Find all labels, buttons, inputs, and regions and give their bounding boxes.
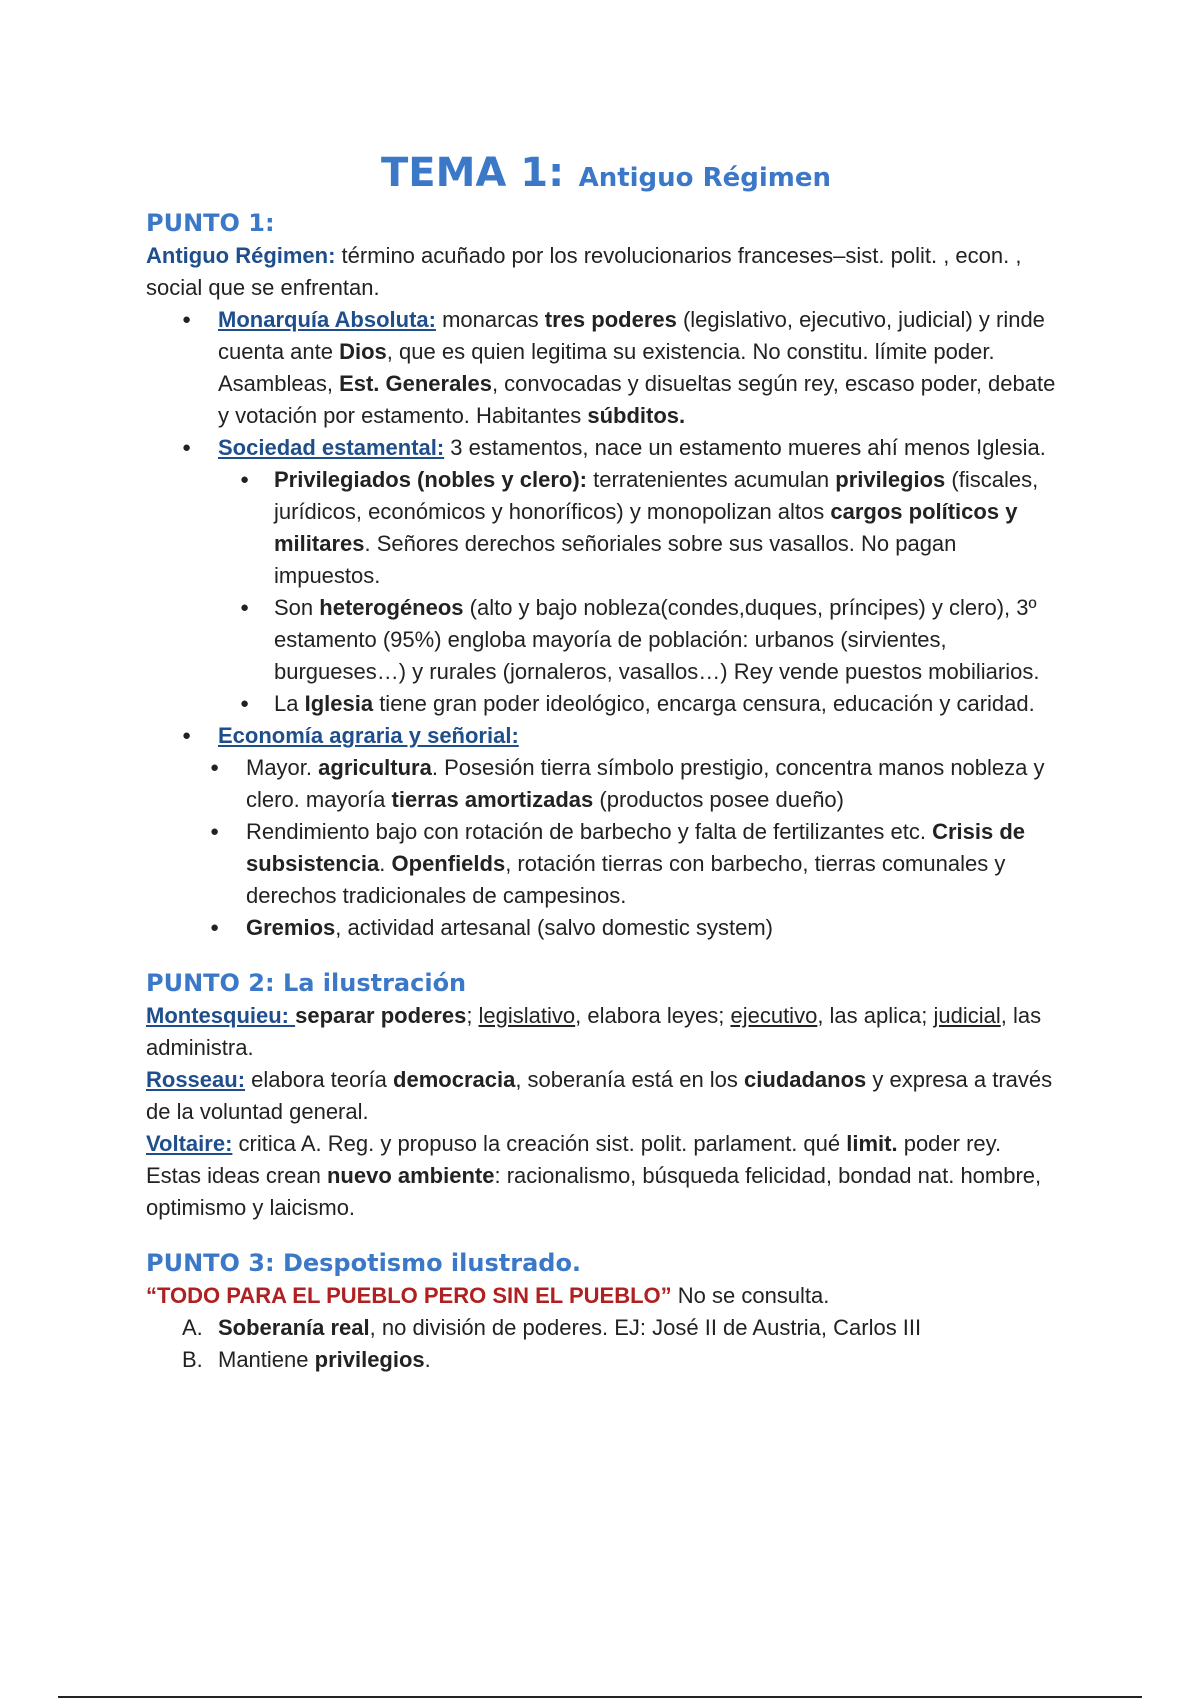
bold-text: ciudadanos bbox=[744, 1067, 867, 1092]
bold-text: Iglesia bbox=[304, 691, 374, 716]
bold-text: privilegios bbox=[314, 1347, 425, 1372]
punto1-heading: PUNTO 1: bbox=[146, 209, 275, 237]
quote-paragraph bbox=[146, 1280, 1066, 1312]
text: , no división de poderes. EJ: José II de Austria, Carlos III bbox=[369, 1315, 922, 1340]
bold-text: Gremios bbox=[246, 915, 336, 940]
text: Son bbox=[274, 595, 320, 620]
bold-text: tres poderes bbox=[544, 307, 677, 332]
punto1-list bbox=[146, 304, 1066, 464]
voltaire-paragraph bbox=[146, 1128, 1066, 1160]
text: tiene gran poder ideológico, encarga censura, educación y caridad. bbox=[373, 691, 1035, 716]
text: . Posesión tierra símbolo prestigio, concentra manos nobleza y clero. mayoría bbox=[246, 755, 1045, 812]
sociedad-sublist bbox=[146, 464, 1066, 720]
ambiente-paragraph bbox=[146, 1160, 1066, 1224]
bold-text: Est. Generales bbox=[339, 371, 492, 396]
bold-text: súbditos. bbox=[587, 403, 686, 428]
text: Estas ideas crean bbox=[146, 1163, 327, 1188]
list-marker: B. bbox=[182, 1347, 203, 1372]
bold-text: Privilegiados (nobles y clero): bbox=[274, 467, 587, 492]
text: . bbox=[424, 1347, 431, 1372]
text: 3 estamentos, nace un estamento mueres ahí menos Iglesia. bbox=[444, 435, 1046, 460]
punto3-list bbox=[146, 1312, 1066, 1376]
text: (legislativo, ejecutivo, judicial) y rinde cuenta ante bbox=[218, 307, 1045, 364]
underlined-text: ejecutivo bbox=[730, 1003, 818, 1028]
title-sub: Antiguo Régimen bbox=[578, 163, 831, 193]
list-marker: A. bbox=[182, 1315, 203, 1340]
text: , soberanía está en los bbox=[515, 1067, 745, 1092]
text: Mayor. bbox=[246, 755, 319, 780]
list-item bbox=[146, 1312, 1066, 1344]
economia-list bbox=[146, 720, 1066, 752]
text: (fiscales, jurídicos, económicos y honoríficos) y monopolizan altos bbox=[274, 467, 1039, 524]
text: . bbox=[379, 851, 392, 876]
text: , rotación tierras con barbecho, tierras comunales y derechos tradicionales de campesinos. bbox=[246, 851, 1006, 908]
spacer bbox=[146, 944, 1066, 966]
list-item bbox=[146, 752, 1066, 816]
bold-text: Openfields bbox=[391, 851, 506, 876]
bold-text: Crisis de subsistencia bbox=[246, 819, 1026, 876]
punto1-intro bbox=[146, 240, 1066, 304]
underlined-text: legislativo bbox=[478, 1003, 576, 1028]
text: y expresa a través de la voluntad general. bbox=[146, 1067, 1053, 1124]
bold-text: Dios bbox=[339, 339, 387, 364]
text: Rendimiento bajo con rotación de barbecho y falta de fertilizantes etc. bbox=[246, 819, 933, 844]
text: , convocadas y disueltas según rey, escaso poder, debate y votación por estamento. Habitantes bbox=[218, 371, 1056, 428]
text: , elabora leyes; bbox=[575, 1003, 731, 1028]
text: Mantiene bbox=[218, 1347, 315, 1372]
text: (alto y bajo nobleza(condes,duques, príncipes) y clero), 3º estamento (95%) engloba mayoría de población: urbanos (sirvientes, burgueses…) y rurales (jornaleros, vasallos…) Rey vende puestos mobiliarios. bbox=[274, 595, 1040, 684]
title-main: TEMA 1: bbox=[381, 150, 565, 196]
monarquia-link[interactable]: Monarquía Absoluta: bbox=[218, 307, 436, 332]
text: , actividad artesanal (salvo domestic system) bbox=[335, 915, 773, 940]
text: critica A. Reg. y propuso la creación sist. polit. parlament. qué bbox=[232, 1131, 847, 1156]
page-title bbox=[146, 150, 1066, 196]
list-item-monarquia bbox=[146, 304, 1066, 432]
quote-text: “TODO PARA EL PUEBLO PERO SIN EL PUEBLO” bbox=[146, 1283, 672, 1308]
bold-text: tierras amortizadas bbox=[391, 787, 594, 812]
list-item bbox=[146, 464, 1066, 592]
document-page bbox=[146, 150, 1066, 1376]
montesquieu-link[interactable]: Montesquieu: bbox=[146, 1003, 296, 1028]
text: , que es quien legitima su existencia. No constitu. límite poder. Asambleas, bbox=[218, 339, 995, 396]
list-item bbox=[146, 912, 1066, 944]
text: poder rey. bbox=[897, 1131, 1002, 1156]
text: (productos posee dueño) bbox=[593, 787, 844, 812]
text: No se consulta. bbox=[671, 1283, 830, 1308]
intro-label: Antiguo Régimen: bbox=[146, 243, 336, 268]
list-item-sociedad bbox=[146, 432, 1066, 464]
bottom-divider bbox=[58, 1696, 1142, 1698]
voltaire-link[interactable]: Voltaire: bbox=[146, 1131, 233, 1156]
text: terratenientes acumulan bbox=[586, 467, 836, 492]
text: elabora teoría bbox=[245, 1067, 394, 1092]
sociedad-link[interactable]: Sociedad estamental: bbox=[218, 435, 445, 460]
list-item bbox=[146, 1344, 1066, 1376]
bold-text: Soberanía real bbox=[218, 1315, 370, 1340]
bold-text: privilegios bbox=[835, 467, 946, 492]
list-item bbox=[146, 816, 1066, 912]
text: monarcas bbox=[435, 307, 545, 332]
bold-text: heterogéneos bbox=[319, 595, 464, 620]
bold-text: democracia bbox=[393, 1067, 516, 1092]
punto3-heading: PUNTO 3: Despotismo ilustrado. bbox=[146, 1249, 582, 1277]
text: : racionalismo, búsqueda felicidad, bondad nat. hombre, optimismo y laicismo. bbox=[146, 1163, 1042, 1220]
list-item bbox=[146, 592, 1066, 688]
spacer bbox=[146, 1224, 1066, 1246]
economia-link[interactable]: Economía agraria y señorial: bbox=[218, 723, 519, 748]
text: ; bbox=[466, 1003, 479, 1028]
bold-text: limit. bbox=[846, 1131, 898, 1156]
bold-text: agricultura bbox=[318, 755, 432, 780]
list-item bbox=[146, 688, 1066, 720]
text: , las aplica; bbox=[817, 1003, 934, 1028]
intro-text: término acuñado por los revolucionarios franceses–sist. polit. , econ. , social que se enfrentan. bbox=[146, 243, 1022, 300]
punto2-heading: PUNTO 2: La ilustración bbox=[146, 969, 467, 997]
montesquieu-paragraph bbox=[146, 1000, 1066, 1064]
text: . Señores derechos señoriales sobre sus vasallos. No pagan impuestos. bbox=[274, 531, 957, 588]
rosseau-paragraph bbox=[146, 1064, 1066, 1128]
bold-text: cargos políticos y militares bbox=[274, 499, 1018, 556]
list-item-economia bbox=[146, 720, 1066, 752]
bold-text: separar poderes bbox=[295, 1003, 467, 1028]
rosseau-link[interactable]: Rosseau: bbox=[146, 1067, 246, 1092]
underlined-text: judicial bbox=[933, 1003, 1001, 1028]
bold-text: nuevo ambiente bbox=[326, 1163, 495, 1188]
economia-sublist bbox=[146, 752, 1066, 944]
text: , las administra. bbox=[146, 1003, 1042, 1060]
text: La bbox=[274, 691, 305, 716]
